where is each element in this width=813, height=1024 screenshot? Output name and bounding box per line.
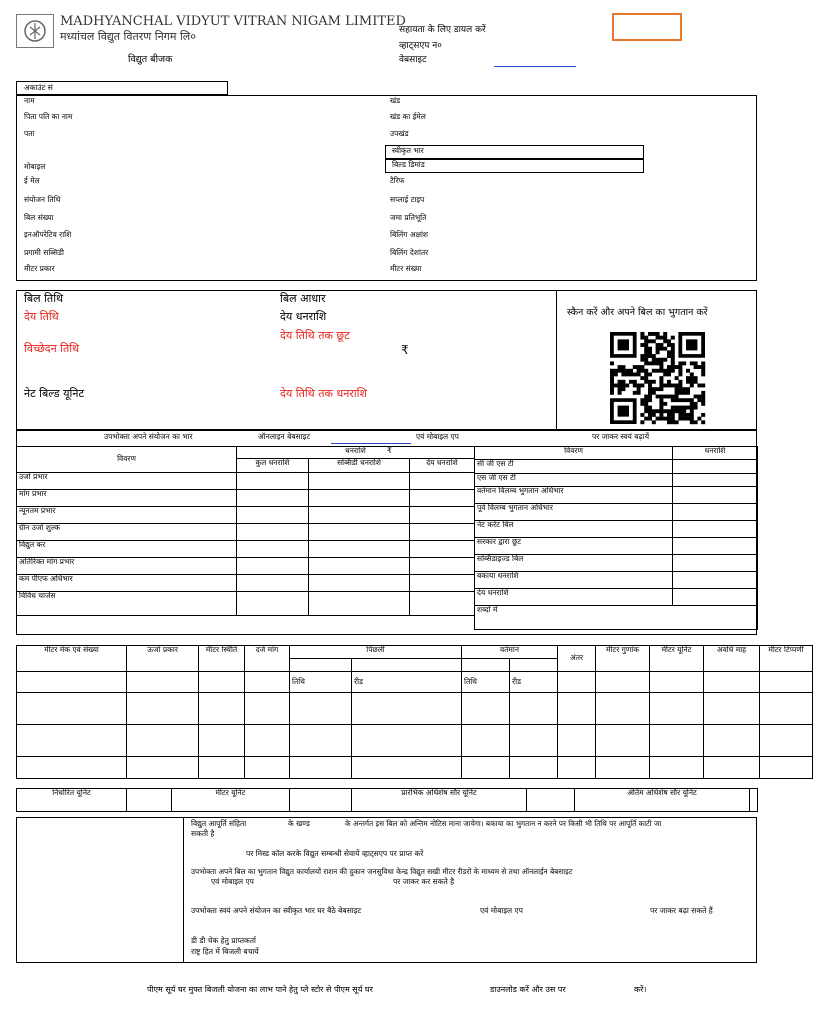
note-payment-channels: उपभोक्ता अपने बिल का भुगतान विद्युत कार्यालयों राशन की दुकान जनसुविधा केन्द्र विद्युत सखी मीटर रीडरों के माध्यम से तथा ऑनलाईन बेबसाइट bbox=[191, 867, 573, 876]
field-email: ई मेल bbox=[24, 176, 40, 185]
hdr-energy-type: ऊर्जा प्रकार bbox=[127, 646, 199, 672]
cell bbox=[596, 757, 650, 779]
cell bbox=[237, 558, 309, 575]
bill-summary-table bbox=[474, 446, 758, 630]
cell bbox=[650, 693, 704, 725]
cell bbox=[352, 725, 462, 757]
note-missed-call: पर मिस्ड कॉल करके विद्युत सम्बन्धी सेवायें व्हाट्सएप पर प्राप्त करें bbox=[246, 849, 424, 858]
bill-date-label: बिल तिथि bbox=[24, 292, 64, 305]
note-payment-cont: पर जाकर कर सकते है bbox=[393, 877, 455, 886]
summary-divider bbox=[556, 290, 557, 430]
field-connection-date: संयोजन तिथि bbox=[24, 195, 61, 204]
website-label: वेबसाइट bbox=[399, 55, 427, 65]
row-govt-rebate: सरकार द्वारा छूट bbox=[475, 538, 673, 555]
company-name-en: MADHYANCHAL VIDYUT VITRAN NIGAM LIMITED bbox=[60, 14, 406, 29]
rupee-symbol: ₹ bbox=[401, 343, 409, 357]
cell bbox=[750, 789, 758, 812]
cell bbox=[673, 555, 758, 572]
cell bbox=[199, 672, 245, 693]
cell bbox=[309, 541, 410, 558]
bill-basis-label: बिल आधार bbox=[280, 292, 326, 305]
row-sgst: एस जी एस टी bbox=[475, 474, 673, 487]
row-subsidized-bill: सब्सिडाइज्ड बिल bbox=[475, 555, 673, 572]
cell bbox=[237, 541, 309, 558]
cell bbox=[17, 672, 127, 693]
cell bbox=[127, 693, 199, 725]
cell bbox=[558, 725, 596, 757]
cell bbox=[352, 693, 462, 725]
charge-row-excess-demand: अतिरिक्त मांग प्रभार bbox=[17, 558, 237, 575]
charge-row-demand: मांग प्रभार bbox=[17, 490, 237, 507]
hdr-multiplier: मीटर गुणांक bbox=[596, 646, 650, 672]
field-tariff: टैरिफ bbox=[390, 176, 405, 185]
field-sanctioned-load: स्वीकृत भार bbox=[392, 146, 424, 155]
charge-row-low-pf: कम पीएफ अधिभार bbox=[17, 575, 237, 592]
charge-row-energy: उर्जा प्रभार bbox=[17, 473, 237, 490]
cell bbox=[650, 725, 704, 757]
field-supply-type: सप्लाई टाइप bbox=[390, 195, 425, 204]
top-right-highlight-box bbox=[612, 13, 682, 41]
right-desc-header: विवरण bbox=[475, 447, 673, 460]
col-subsidy-amount: सब्सिडी धनराशि bbox=[309, 459, 410, 473]
qr-code-icon bbox=[610, 332, 705, 424]
sub-curr-read: रीड bbox=[510, 672, 558, 693]
charge-row-misc: विविध चार्जेस bbox=[17, 592, 237, 616]
website-link-line[interactable] bbox=[494, 66, 576, 67]
charge-row-minimum: न्यूनतम प्रभार bbox=[17, 507, 237, 524]
cell bbox=[410, 558, 475, 575]
note-final-notice: के अन्तर्गत इस बिल को अन्तिम नोटिस माना जायेगा। बकाया का भुगतान न करने पर किसी भी तिथि पर आपूर्ति काटी जा bbox=[345, 819, 662, 828]
whatsapp-label: व्हाट्सएप न० bbox=[399, 41, 442, 51]
cell bbox=[199, 725, 245, 757]
load-line-part4: पर जाकर स्वयं बढ़ायें bbox=[592, 432, 650, 441]
cell bbox=[309, 473, 410, 490]
cell bbox=[245, 693, 290, 725]
cell bbox=[237, 490, 309, 507]
cell bbox=[510, 693, 558, 725]
charges-rupee-symbol: ₹ bbox=[387, 446, 392, 455]
cell bbox=[704, 757, 760, 779]
field-father-name: पिता पति का नाम bbox=[24, 112, 73, 121]
cell bbox=[410, 524, 475, 541]
sub-prev-date: तिथि bbox=[290, 672, 352, 693]
load-line-part2: ऑनलाइन बेबसाइट bbox=[258, 432, 311, 441]
cell bbox=[558, 693, 596, 725]
cell bbox=[237, 473, 309, 490]
charges-table bbox=[16, 446, 475, 616]
note-load-increase: उपभोक्ता स्वयं अपने संयोजन का स्वीकृत भार घर बैठे बेबसाइट bbox=[191, 906, 362, 915]
cell bbox=[673, 589, 758, 606]
field-progressive-subsidy: प्रगामी सब्सिडी bbox=[24, 248, 64, 257]
notes-divider bbox=[183, 817, 184, 963]
cell bbox=[673, 487, 758, 504]
cell bbox=[127, 789, 172, 812]
cell bbox=[352, 659, 462, 672]
meter-units-label: मीटर यूनिट bbox=[172, 789, 290, 812]
cell bbox=[410, 575, 475, 592]
cell bbox=[596, 693, 650, 725]
cell bbox=[673, 572, 758, 589]
logo-emblem-icon bbox=[17, 15, 53, 47]
cell bbox=[290, 725, 352, 757]
company-name-hi: मध्यांचल विद्युत वितरण निगम लि० bbox=[60, 30, 196, 43]
rebate-by-due-label: देय तिथि तक छूट bbox=[280, 329, 350, 342]
field-meter-type: मीटर प्रकार bbox=[24, 264, 55, 273]
cell bbox=[290, 693, 352, 725]
cell bbox=[309, 592, 410, 616]
cell bbox=[410, 541, 475, 558]
cell bbox=[410, 507, 475, 524]
cell bbox=[290, 789, 352, 812]
cell bbox=[510, 725, 558, 757]
hdr-period-months: अवधि माह bbox=[704, 646, 760, 672]
sub-curr-date: तिथि bbox=[462, 672, 510, 693]
net-billed-units-label: नेट बिल्ड यूनिट bbox=[24, 387, 85, 400]
row-net-current-bill: नेट करेंट बिल bbox=[475, 521, 673, 538]
cell bbox=[510, 757, 558, 779]
scan-to-pay-text: स्कैन करें और अपने बिल का भुगतान करें bbox=[567, 307, 708, 318]
table-row bbox=[17, 725, 813, 757]
hdr-current: वर्तमान bbox=[462, 646, 558, 659]
cell bbox=[245, 757, 290, 779]
final-solar-label: अंतिम अधिशेष सौर यूनिट bbox=[575, 789, 750, 812]
load-website-link[interactable] bbox=[331, 443, 411, 444]
cell bbox=[673, 538, 758, 555]
cell bbox=[673, 521, 758, 538]
cell bbox=[704, 725, 760, 757]
cell bbox=[309, 490, 410, 507]
cell bbox=[462, 725, 510, 757]
footer-end: करें। bbox=[634, 985, 647, 994]
field-address: पता bbox=[24, 129, 35, 138]
cell bbox=[237, 507, 309, 524]
field-subdivision: उपखंड bbox=[390, 129, 409, 138]
cell bbox=[245, 725, 290, 757]
row-cgst: सी जी एस टी bbox=[475, 460, 673, 474]
cell bbox=[127, 725, 199, 757]
helpline-label: सहायता के लिए डायल करें bbox=[399, 25, 486, 35]
row-in-words: शब्दों में bbox=[475, 606, 758, 630]
field-meter-number: मीटर संख्या bbox=[390, 264, 422, 273]
cell bbox=[510, 659, 558, 672]
cell bbox=[462, 659, 510, 672]
hdr-previous: पिछली bbox=[290, 646, 462, 659]
row-arrears: बकाया धनराशि bbox=[475, 572, 673, 589]
bill-title: विद्युत बीजक bbox=[128, 54, 173, 65]
cell bbox=[127, 757, 199, 779]
field-billed-demand: बिल्ड डिमांड bbox=[392, 160, 425, 169]
row-previous-lps: पूर्व विलम्ब भुगतान अधिभार bbox=[475, 504, 673, 521]
disconnection-date-label: विच्छेदन तिथि bbox=[24, 342, 80, 355]
cell bbox=[309, 575, 410, 592]
cell bbox=[527, 789, 575, 812]
account-number-label: अकाउंट सं bbox=[24, 83, 53, 92]
cell bbox=[410, 473, 475, 490]
cell bbox=[760, 725, 813, 757]
charge-row-electricity-tax: विद्युत कर bbox=[17, 541, 237, 558]
field-security-deposit: जमा प्रतिभूति bbox=[390, 213, 427, 222]
cell bbox=[309, 507, 410, 524]
cell bbox=[352, 757, 462, 779]
cell bbox=[199, 693, 245, 725]
cell bbox=[596, 725, 650, 757]
cell bbox=[237, 575, 309, 592]
load-line-part1: उपभोक्ता अपने संयोजन का भार bbox=[104, 432, 193, 441]
cell bbox=[245, 672, 290, 693]
cell bbox=[558, 672, 596, 693]
cell bbox=[704, 693, 760, 725]
col-payable-amount: देय धनराशि bbox=[410, 459, 475, 473]
note-save-electricity: राष्ट्र हित में बिजली बचायें bbox=[191, 947, 259, 956]
cell bbox=[309, 524, 410, 541]
footer-download: डाउनलोड करें और उस पर bbox=[490, 985, 566, 994]
cell bbox=[237, 524, 309, 541]
due-date-label: देय तिथि bbox=[24, 310, 59, 323]
cell bbox=[290, 659, 352, 672]
sub-prev-read: रीड bbox=[352, 672, 462, 693]
cell bbox=[17, 725, 127, 757]
charges-desc-header: विवरण bbox=[17, 447, 237, 473]
hdr-recorded-demand: दर्ज मांग bbox=[245, 646, 290, 672]
note-supply-code: विद्युत आपूर्ति संहिता bbox=[191, 819, 247, 828]
cell bbox=[650, 757, 704, 779]
meter-readings-table bbox=[16, 645, 813, 779]
cell bbox=[410, 592, 475, 616]
field-billing-longitude: बिलिंग देशांतर bbox=[390, 248, 429, 257]
payable-amount-label: देय धनराशि bbox=[280, 310, 327, 323]
cell bbox=[596, 672, 650, 693]
field-bill-number: बिल संख्या bbox=[24, 213, 54, 222]
cell bbox=[237, 592, 309, 616]
note-dd-cheque: डी डी चेक हेतु प्राप्तकर्ता bbox=[191, 936, 256, 945]
field-division: खंड bbox=[390, 96, 401, 105]
cell bbox=[309, 558, 410, 575]
cell bbox=[673, 504, 758, 521]
hdr-meter-remark: मीटर टिप्पणी bbox=[760, 646, 813, 672]
cell bbox=[290, 757, 352, 779]
cell bbox=[760, 757, 813, 779]
col-total-amount: कुल धनराशि bbox=[237, 459, 309, 473]
assessed-units-label: निर्धारित यूनिट bbox=[17, 789, 127, 812]
field-division-email: खंड का ईमेल bbox=[390, 112, 426, 121]
hdr-meter-make: मीटर मेक एवं संख्या bbox=[17, 646, 127, 672]
note-load-cont: पर जाकर बढ़ा सकते हैं bbox=[650, 906, 713, 915]
field-name: नाम bbox=[24, 96, 35, 105]
hdr-difference: अंतर bbox=[558, 646, 596, 672]
charge-row-green-energy: ग्रीन उर्जा शुल्क bbox=[17, 524, 237, 541]
cell bbox=[462, 757, 510, 779]
notes-box bbox=[16, 817, 757, 963]
note-clause: के खण्ड bbox=[288, 819, 310, 828]
cell bbox=[199, 757, 245, 779]
amount-by-due-label: देय तिथि तक धनराशि bbox=[280, 387, 367, 400]
hdr-meter-status: मीटर स्थिति bbox=[199, 646, 245, 672]
cell bbox=[673, 460, 758, 474]
hdr-meter-units: मीटर यूनिट bbox=[650, 646, 704, 672]
charges-amount-header bbox=[237, 447, 475, 459]
cell bbox=[704, 672, 760, 693]
charges-amount-header-text: धनराशि bbox=[345, 446, 366, 455]
field-billing-latitude: बिलिंग अक्षांश bbox=[390, 230, 429, 239]
initial-solar-label: प्रारंभिक अधिशेष सौर यूनिट bbox=[352, 789, 527, 812]
field-mobile: मोबाइल bbox=[24, 162, 46, 171]
cell bbox=[760, 672, 813, 693]
right-amount-header: धनराशि bbox=[673, 447, 758, 460]
payment-qr-code[interactable] bbox=[610, 332, 705, 424]
cell bbox=[17, 693, 127, 725]
load-line-part3: एवं मोबाइल एप bbox=[416, 432, 459, 441]
field-inoperative-amount: इनऑपरेटिव राशि bbox=[24, 230, 72, 239]
cell bbox=[462, 693, 510, 725]
cell bbox=[410, 490, 475, 507]
note-final-notice-cont: सकती है bbox=[191, 829, 215, 838]
row-current-lps: वर्तमान विलम्ब भुगतान अधिभार bbox=[475, 487, 673, 504]
company-logo bbox=[16, 14, 54, 48]
cell bbox=[17, 757, 127, 779]
account-details-box bbox=[16, 95, 757, 281]
table-row bbox=[17, 693, 813, 725]
note-load-app: एवं मोबाइल एप bbox=[480, 906, 523, 915]
cell bbox=[673, 474, 758, 487]
cell bbox=[760, 693, 813, 725]
table-row bbox=[17, 757, 813, 779]
cell bbox=[127, 672, 199, 693]
footer-solar-scheme: पीएम सूर्य घर मुफ्त बिजली योजना का लाभ पाने हेतु प्ले स्टोर से पीएम सूर्य घर bbox=[147, 985, 373, 994]
row-payable: देय धनराशि bbox=[475, 589, 673, 606]
cell bbox=[650, 672, 704, 693]
note-payment-app: एवं मोबाइल एप bbox=[211, 877, 254, 886]
units-table bbox=[16, 788, 758, 812]
cell bbox=[558, 757, 596, 779]
